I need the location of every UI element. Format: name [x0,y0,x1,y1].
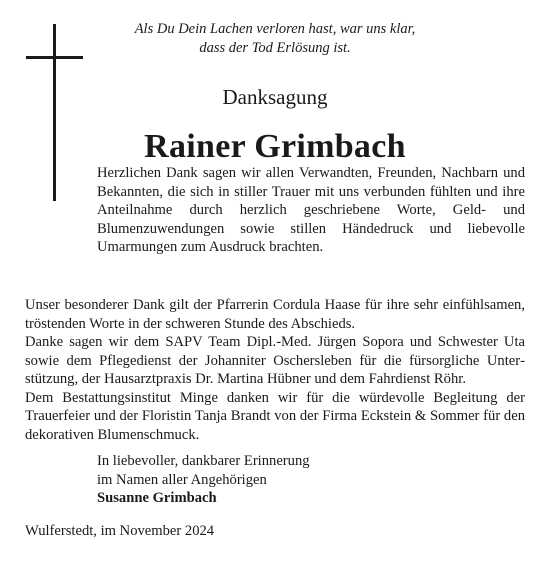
deceased-name: Rainer Grimbach [144,128,406,165]
thanks-pastor: Unser besonderer Dank gilt der Pfarrerin Cordula Haase für ihre sehr einfühlsamen, tröstenden Worte in der schweren Stunde des Abschieds. [25,297,525,332]
motto-line-1: Als Du Dein Lachen verloren hast, war uns klar, [134,21,416,37]
cross-icon-vertical-bar [53,24,56,201]
place-and-date: Wulferstedt, im November 2024 [25,523,215,539]
cross-icon-horizontal-bar [26,56,83,59]
thanks-funeral-home: Dem Bestattungsinstitut Minge danken wir für die würdevolle Begleitung der Trauerfeier und der Floristin Tanja Brandt von der Firma Eckstein & Sommer für den dekorativen Blumenschmuck. [25,389,525,443]
motto-line-2: dass der Tod Erlösung ist. [199,40,351,56]
closing-signature [97,452,497,508]
closing-line-1: In liebevoller, dankbarer Erinnerung [97,453,310,469]
closing-line-2: im Namen aller Angehörigen [97,471,267,488]
heading-danksagung: Danksagung [222,85,328,109]
family-thanks-paragraph: Herzlichen Dank sagen wir allen Verwandten, Freunden, Nachbarn und Bekannten, die sich in stiller Trauer mit uns verbunden fühlten und ihre Anteilnahme durch herzlich geschriebene Worte, Geld- und Blumenzuwendungen sowie stillen Händedruck und liebevolle Umarmungen zum Ausdruck brachten. [97,165,525,255]
thanks-care-team: Danke sagen wir dem SAPV Team Dipl.-Med. Jürgen Sopora und Schwester Uta sowie dem Pflegedienst der Johanniter Oschersleben für die fürsorgliche Unterstützung, der Hausarztpraxis Dr. Martina Hübner und dem Fahrdienst Röhr. [25,334,525,387]
special-thanks-section [25,296,525,444]
signer-name: Susanne Grimbach [97,490,217,506]
motto-quote [90,20,460,58]
